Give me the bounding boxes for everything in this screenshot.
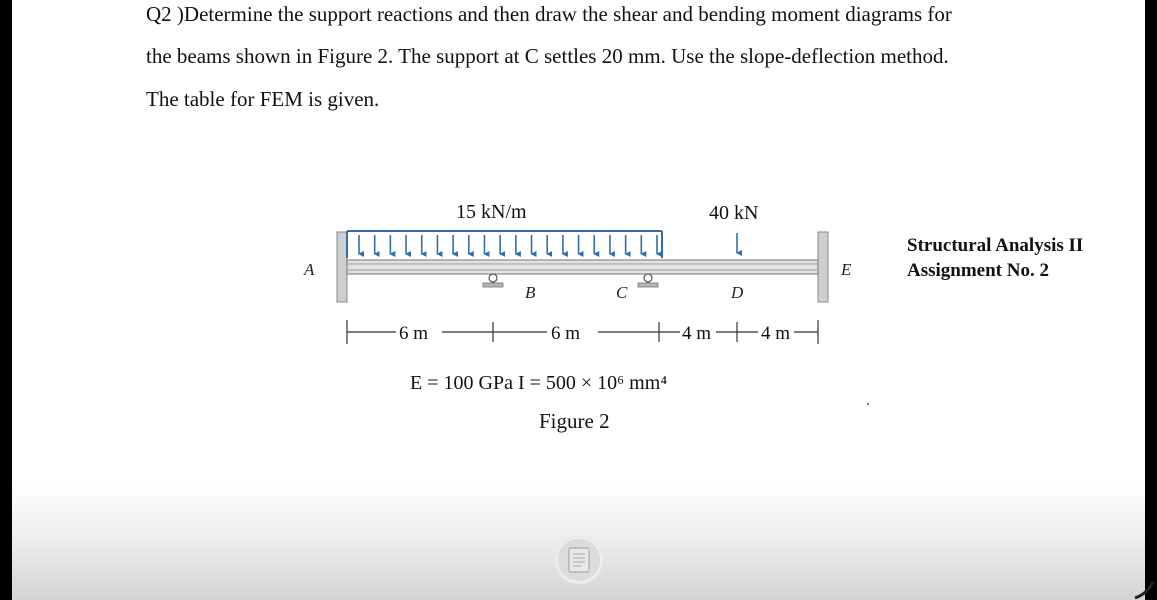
course-title: Structural Analysis II	[907, 235, 1084, 256]
question-line-2: the beams shown in Figure 2. The support at C settles 20 mm. Use the slope-deflection method.	[146, 44, 949, 68]
dimension-ab: 6 m	[399, 323, 429, 344]
dimension-bc: 6 m	[551, 323, 581, 344]
document-icon	[568, 547, 590, 573]
corner-curl-icon	[1127, 570, 1157, 600]
assignment-number: Assignment No. 2	[907, 260, 1049, 281]
label-c: C	[616, 283, 628, 302]
question-line-3: The table for FEM is given.	[146, 87, 380, 111]
dimension-de: 4 m	[761, 323, 791, 344]
course-info	[907, 233, 1083, 283]
label-a: A	[304, 260, 315, 279]
distributed-load	[347, 231, 662, 258]
stray-dot	[867, 403, 869, 405]
label-e: E	[841, 260, 852, 279]
document-view-button[interactable]	[555, 536, 603, 584]
fixed-support-a	[337, 232, 347, 302]
distributed-load-label: 15 kN/m	[456, 201, 527, 223]
material-properties: E = 100 GPa I = 500 × 10⁶ mm⁴	[410, 372, 668, 394]
beam	[347, 260, 818, 274]
document-page	[12, 0, 1145, 600]
question-line-1: Q2 )Determine the support reactions and then draw the shear and bending moment diagrams for	[146, 2, 952, 26]
point-load-label: 40 kN	[709, 202, 759, 224]
beam-figure	[12, 0, 1145, 460]
roller-support-b	[483, 274, 503, 287]
label-d: D	[731, 283, 744, 302]
dimension-cd: 4 m	[682, 323, 712, 344]
figure-caption: Figure 2	[539, 409, 610, 433]
label-b: B	[525, 283, 536, 302]
roller-support-c	[638, 274, 658, 287]
fixed-support-e	[818, 232, 828, 302]
